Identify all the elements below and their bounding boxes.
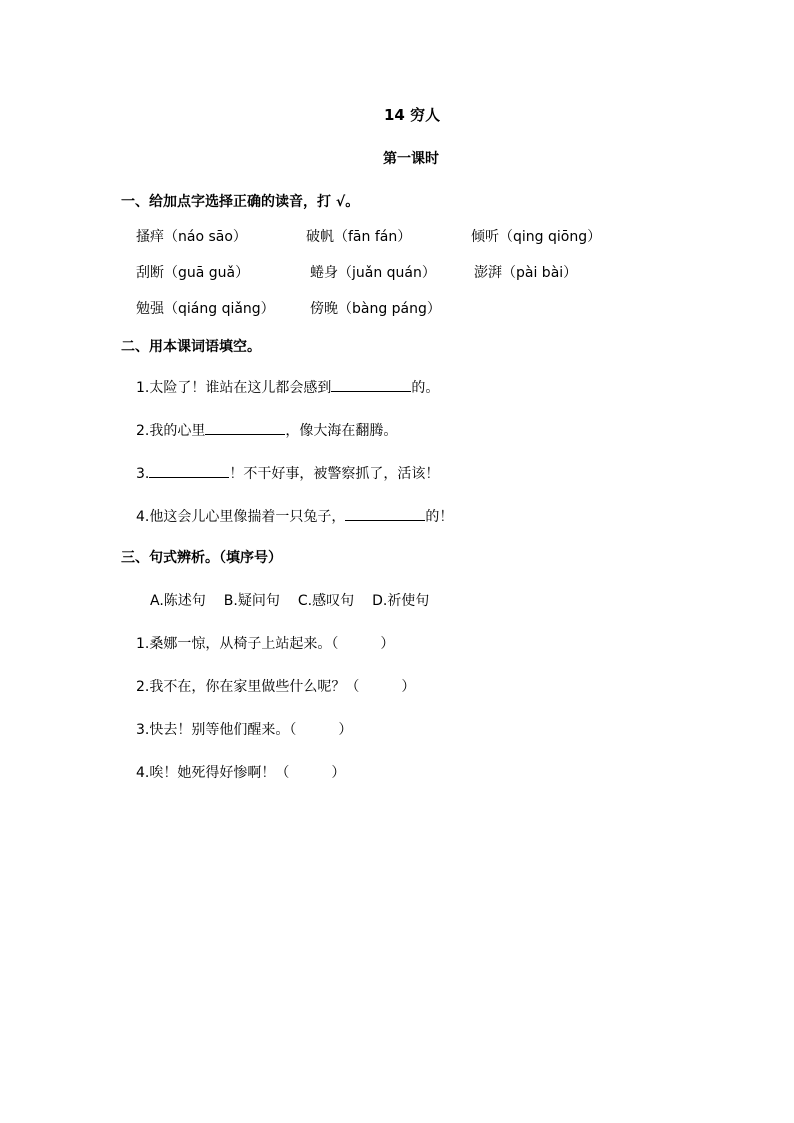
option-b: B.疑问句 bbox=[223, 593, 280, 609]
close-paren: ） bbox=[331, 765, 346, 781]
pinyin-item-2 bbox=[306, 226, 411, 246]
answer-blank[interactable] bbox=[331, 379, 411, 392]
pinyin-word: 澎湃 bbox=[474, 265, 502, 281]
close-paren: ） bbox=[401, 679, 416, 695]
sentence-text: 1.桑娜一惊，从椅子上站起来。（ bbox=[136, 636, 339, 652]
pinyin-item-1 bbox=[136, 226, 247, 246]
pinyin-item-7 bbox=[136, 298, 275, 318]
pinyin-options: （fān fán） bbox=[334, 229, 412, 245]
fill-blank-text: 4.他这会儿心里像揣着一只兔子， bbox=[136, 509, 346, 525]
answer-blank[interactable] bbox=[345, 508, 425, 521]
pinyin-options: （qiáng qiǎng） bbox=[164, 301, 275, 317]
sentence-item-1 bbox=[136, 633, 394, 653]
sentence-item-4 bbox=[136, 762, 345, 782]
pinyin-item-3 bbox=[471, 226, 601, 246]
pinyin-options: （náo sāo） bbox=[164, 229, 247, 245]
fill-blank-3 bbox=[136, 463, 439, 483]
pinyin-item-6 bbox=[474, 262, 577, 282]
option-a: A.陈述句 bbox=[150, 593, 206, 609]
fill-blank-text: 的！ bbox=[425, 509, 454, 525]
sentence-item-2 bbox=[136, 676, 415, 696]
fill-blank-2 bbox=[136, 420, 397, 440]
fill-blank-text: 2.我的心里 bbox=[136, 423, 206, 439]
page-title: 14 穷人 bbox=[384, 106, 441, 124]
fill-blank-1 bbox=[136, 377, 439, 397]
sentence-item-3 bbox=[136, 719, 352, 739]
option-c: C.感叹句 bbox=[297, 593, 355, 609]
answer-blank[interactable] bbox=[149, 465, 229, 478]
fill-blank-text: 3. bbox=[136, 466, 150, 482]
pinyin-word: 勉强 bbox=[136, 301, 164, 317]
pinyin-options: （qing qiōng） bbox=[499, 229, 602, 245]
pinyin-options: （pài bài） bbox=[502, 265, 578, 281]
pinyin-options: （juǎn quán） bbox=[338, 265, 436, 281]
sentence-text: 2.我不在，你在家里做些什么呢？（ bbox=[136, 679, 360, 695]
pinyin-item-8 bbox=[310, 298, 441, 318]
pinyin-options: （bàng páng） bbox=[338, 301, 441, 317]
fill-blank-4 bbox=[136, 506, 453, 526]
section1-heading: 一、给加点字选择正确的读音，打 √。 bbox=[121, 194, 360, 210]
pinyin-word: 破帆 bbox=[306, 229, 334, 245]
fill-blank-text: ！不干好事，被警察抓了，活该！ bbox=[229, 466, 440, 482]
fill-blank-text: 的。 bbox=[411, 380, 440, 396]
close-paren: ） bbox=[380, 636, 395, 652]
pinyin-word: 蜷身 bbox=[310, 265, 338, 281]
close-paren: ） bbox=[338, 722, 353, 738]
section2-heading: 二、用本课词语填空。 bbox=[121, 339, 261, 355]
pinyin-item-5 bbox=[310, 262, 436, 282]
sentence-type-options bbox=[150, 590, 447, 610]
sentence-text: 3.快去！别等他们醒来。（ bbox=[136, 722, 297, 738]
pinyin-options: （guā guǎ） bbox=[164, 265, 250, 281]
pinyin-word: 搔痒 bbox=[136, 229, 164, 245]
option-d: D.祈使句 bbox=[372, 593, 430, 609]
fill-blank-text: 1.太险了！谁站在这儿都会感到 bbox=[136, 380, 332, 396]
section3-heading: 三、句式辨析。（填序号） bbox=[121, 550, 282, 566]
sentence-text: 4.唉！她死得好惨啊！（ bbox=[136, 765, 290, 781]
fill-blank-text: ，像大海在翻腾。 bbox=[285, 423, 398, 439]
pinyin-word: 傍晚 bbox=[310, 301, 338, 317]
pinyin-word: 刮断 bbox=[136, 265, 164, 281]
answer-blank[interactable] bbox=[205, 422, 285, 435]
pinyin-word: 倾听 bbox=[471, 229, 499, 245]
page-subtitle: 第一课时 bbox=[383, 151, 439, 167]
pinyin-item-4 bbox=[136, 262, 249, 282]
